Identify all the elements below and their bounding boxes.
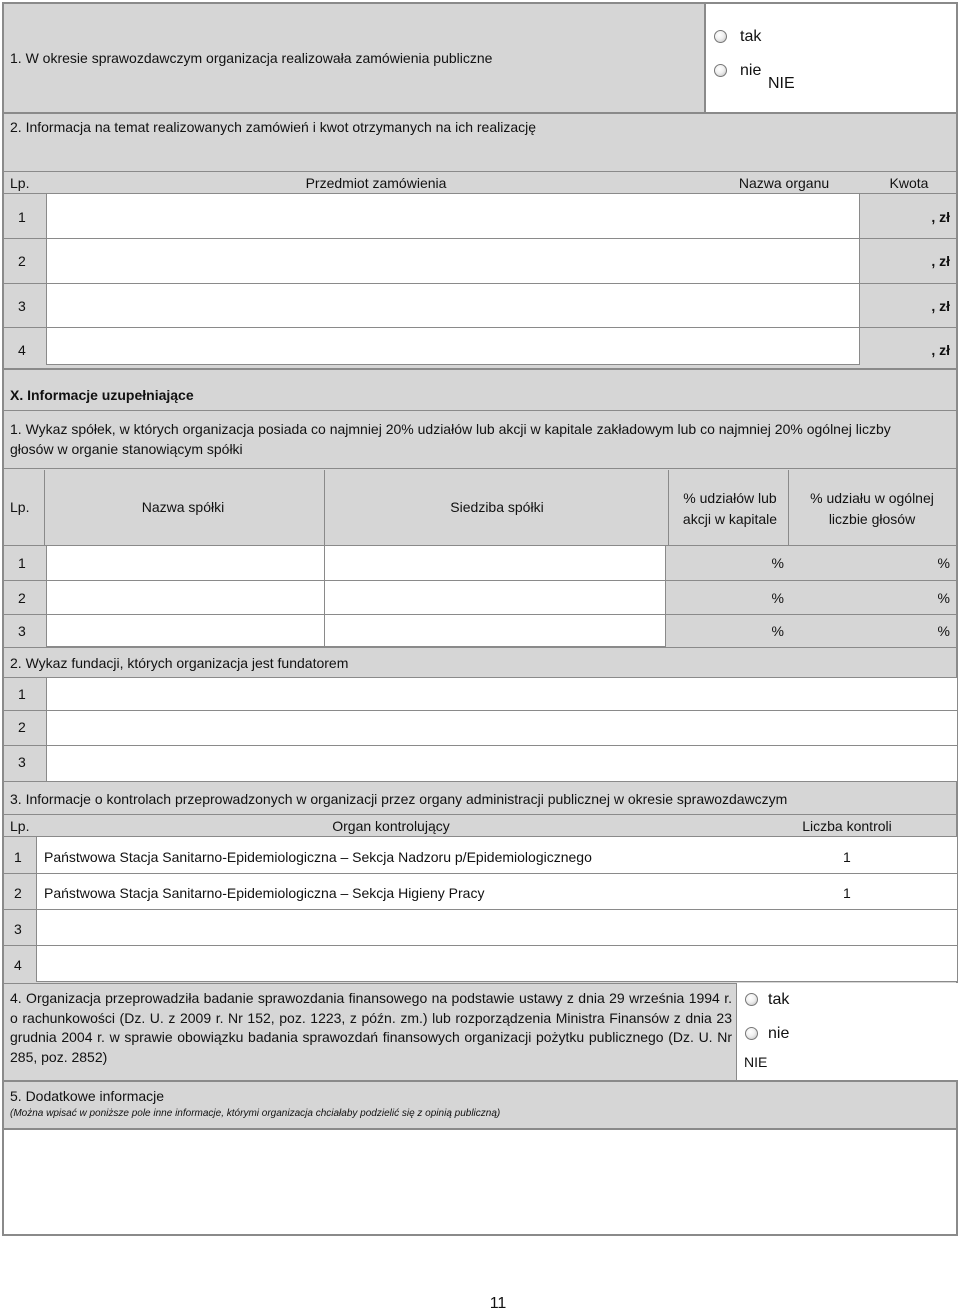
foundations-row-line [2,710,958,711]
companies-row-capital: % [771,590,784,606]
companies-row-line [2,545,958,546]
inspections-row-line [2,945,958,946]
inspections-row-line [2,909,958,910]
companies-row-line [2,580,958,581]
section2-row-amount: , zł [931,342,950,358]
companies-row-line [2,647,958,648]
foundations-row-lp: 2 [18,719,26,735]
section2-header-lp: Lp. [10,175,30,191]
section2-row-amount: , zł [931,209,950,225]
section1-answer: NIE [768,75,795,92]
additional-title: 5. Dodatkowe informacje [10,1088,165,1104]
sectionX-title-line [2,410,958,411]
section2-row-line [2,327,958,328]
inspections-header-organ: Organ kontrolujący [332,818,450,834]
companies-row-votes: % [937,555,950,571]
section2-row-line [2,238,958,239]
radio-nie[interactable] [714,64,727,77]
section2-row-lp: 1 [18,209,26,225]
companies-title-line [2,468,958,469]
companies-row-line [2,614,958,615]
audit-option-nie: nie [768,1025,790,1042]
companies-row-lp: 3 [18,623,26,639]
audit-option-tak: tak [768,991,790,1008]
inspections-row-lp: 1 [14,849,22,865]
inspections-title: 3. Informacje o kontrolach przeprowadzonych w organizacji przez organy administracji publicznej w okresie sprawozdawczym [10,791,788,807]
inspections-row-lp: 3 [14,921,22,937]
companies-col-sep [324,470,325,546]
section2-row-lp: 4 [18,342,26,358]
option-tak-label: tak [740,28,762,45]
inspections-header-lp: Lp. [10,818,30,834]
companies-entry-area[interactable] [46,545,666,647]
foundations-row-lp: 3 [18,754,26,770]
radio-tak[interactable] [714,30,727,43]
section2-row-lp: 2 [18,253,26,269]
section2-row-amount: , zł [931,253,950,269]
foundations-row-lp: 1 [18,686,26,702]
section2-row-lp: 3 [18,298,26,314]
companies-name-seat-sep [324,545,325,647]
companies-row-capital: % [771,555,784,571]
section2-header-line [2,171,958,172]
companies-col-sep [788,470,789,546]
companies-header-lp: Lp. [10,499,30,515]
inspections-row-count: 1 [843,885,851,901]
audit-question: 4. Organizacja przeprowadziła badanie sprawozdania finansowego na podstawie ustawy z dnia 29 września 1994 r. o rachunkowości (Dz. U. z 2009 r. Nr 152, poz. 1223, z późn. zm.) lub rozporządzenia Ministra Finansów z dnia 23 grudnia 2004 r. w sprawie obowiązku badania sprawozdań finansowych organizacji pożytku publicznego (Dz. U. Nr 285, poz. 2852) [10,990,732,1065]
inspections-row-lp: 4 [14,957,22,973]
companies-row-votes: % [937,590,950,606]
foundations-row-line [2,745,958,746]
section2-header-amount: Kwota [889,175,929,191]
section2-header-organ: Nazwa organu [738,175,830,191]
additional-info-textarea[interactable] [2,1128,958,1236]
companies-col-sep [668,470,669,546]
sectionX-title: X. Informacje uzupełniające [10,387,194,403]
companies-header-votes: % udziału w ogólnej liczbie głosów [810,490,934,527]
radio-nie[interactable] [745,1027,758,1040]
companies-col-sep [44,470,45,546]
companies-header-seat: Siedziba spółki [450,499,544,515]
companies-row-capital: % [771,623,784,639]
section2-header-subject: Przedmiot zamówienia [305,175,447,191]
companies-title: 1. Wykaz spółek, w których organizacja posiada co najmniej 20% udziałów lub akcji w kapitale zakładowym lub co najmniej 20% ogólnej liczby głosów w organie stanowiącym spółki [10,421,891,457]
section2-row-line [2,283,958,284]
audit-answer: NIE [744,1054,768,1070]
companies-row-votes: % [937,623,950,639]
foundations-entry-area[interactable] [46,677,958,782]
inspections-header-count: Liczba kontroli [802,818,892,834]
inspections-row-organ: Państwowa Stacja Sanitarno-Epidemiologiczna – Sekcja Nadzoru p/Epidemiologicznego [44,849,592,865]
radio-tak[interactable] [745,993,758,1006]
companies-header-name: Nazwa spółki [141,499,225,515]
section2-row-line [2,193,958,194]
section2-entry-area[interactable] [46,193,860,365]
inspections-row-count: 1 [843,849,851,865]
inspections-row-line [2,873,958,874]
companies-row-lp: 2 [18,590,26,606]
additional-note: (Można wpisać w poniższe pole inne informacje, którymi organizacja chciałaby podzielić się z opinią publiczną) [10,1108,501,1119]
section1-answer-cell [704,2,958,114]
inspections-row-lp: 2 [14,885,22,901]
section2-title: 2. Informacja na temat realizowanych zamówień i kwot otrzymanych na ich realizację [10,119,537,135]
page-number: 11 [489,1295,507,1312]
companies-header-capital: % udziałów lub akcji w kapitale [682,490,778,527]
inspections-row-organ: Państwowa Stacja Sanitarno-Epidemiologiczna – Sekcja Higieny Pracy [44,885,485,901]
option-nie-label: nie [740,62,762,79]
section1-question: 1. W okresie sprawozdawczym organizacja realizowała zamówienia publiczne [10,50,493,66]
section2-row-amount: , zł [931,298,950,314]
foundations-row-line [2,781,958,782]
inspections-row-line [2,836,958,837]
companies-row-lp: 1 [18,555,26,571]
foundations-title: 2. Wykaz fundacji, których organizacja jest fundatorem [10,655,349,671]
inspections-title-line [2,814,958,815]
